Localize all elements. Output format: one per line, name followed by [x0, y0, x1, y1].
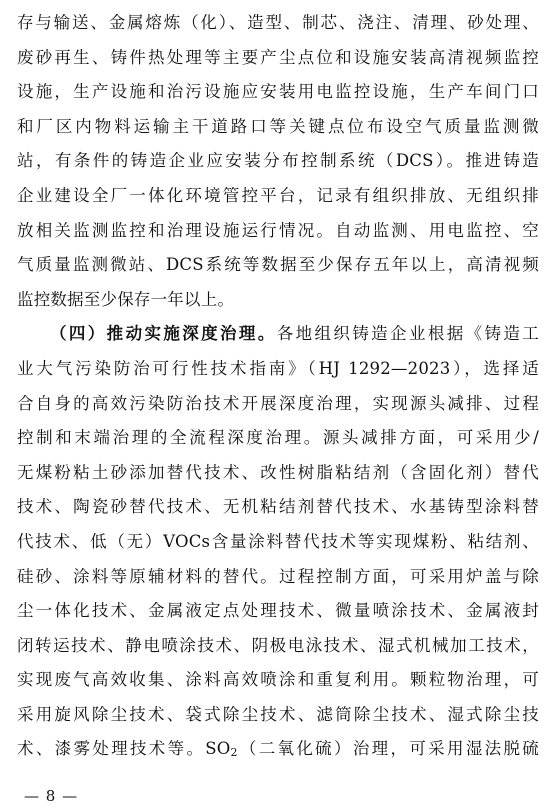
text-line: 监控数据至少保存一年以上。 — [17, 289, 235, 309]
paragraph-monitoring — [17, 6, 539, 317]
document-page — [17, 6, 539, 767]
text-fragment: 术、漆雾处理技术等。 — [17, 739, 206, 759]
text-line: 代技术、低（无）VOCs含量涂料替代技术等实现煤粉、粘结剂、 — [17, 531, 539, 551]
text-line: 无煤粉粘土砂添加替代技术、改性树脂粘结剂（含固化剂）替代 — [17, 462, 539, 482]
text-line: 设施，生产设施和治污设施应安装用电监控设施，生产车间门口 — [17, 82, 539, 102]
text-line: 控制和末端治理的全流程深度治理。源头减排方面，可采用少/ — [17, 428, 539, 448]
text-line: 闭转运技术、静电喷涂技术、阴极电泳技术、湿式机械加工技术， — [17, 635, 539, 655]
paragraph-deep-treatment — [17, 317, 539, 767]
formula-base: SO — [205, 739, 231, 759]
text-line-so2 — [17, 732, 539, 767]
text-line: 企业建设全厂一体化环境管控平台，记录有组织排放、无组织排 — [17, 185, 539, 205]
heading-line-text: 各地组织铸造企业根据《铸造工 — [276, 324, 539, 344]
text-line: 尘一体化技术、金属液定点处理技术、微量喷涂技术、金属液封 — [17, 601, 539, 621]
so2-formula — [205, 739, 237, 758]
text-line: 硅砂、涂料等原辅材料的替代。过程控制方面，可采用炉盖与除 — [17, 566, 539, 586]
text-line: 存与输送、金属熔炼（化）、造型、制芯、浇注、清理、砂处理、 — [17, 13, 539, 32]
text-line: 和厂区内物料运输主干道路口等关键点位布设空气质量监测微 — [17, 116, 539, 136]
text-line: 合自身的高效污染防治技术开展深度治理，实现源头减排、过程 — [17, 393, 539, 413]
text-line: 技术、陶瓷砂替代技术、无机粘结剂替代技术、水基铸型涂料替 — [17, 497, 539, 517]
text-line: 废砂再生、铸件热处理等主要产尘点位和设施安装高清视频监控 — [17, 47, 539, 67]
page-number: — 8 — — [24, 787, 79, 805]
text-line: 采用旋风除尘技术、袋式除尘技术、滤筒除尘技术、湿式除尘技 — [17, 704, 539, 724]
text-line: 业大气污染防治可行性技术指南》（HJ 1292—2023），选择适 — [17, 358, 539, 378]
text-line: 气质量监测微站、DCS系统等数据至少保存五年以上，高清视频 — [17, 255, 539, 275]
text-fragment: （二氧化硫）治理，可采用湿法脱硫 — [237, 739, 540, 759]
text-line: 实现废气高效收集、涂料高效喷涂和重复利用。颗粒物治理，可 — [17, 670, 539, 690]
text-line-with-heading — [17, 317, 539, 352]
text-line: 放相关监测监控和治理设施运行情况。自动监测、用电监控、空 — [17, 220, 539, 240]
text-line: 站，有条件的铸造企业应安装分布控制系统（DCS）。推进铸造 — [17, 151, 539, 171]
section-heading: （四）推动实施深度治理。 — [50, 324, 277, 344]
formula-subscript: 2 — [230, 746, 238, 760]
